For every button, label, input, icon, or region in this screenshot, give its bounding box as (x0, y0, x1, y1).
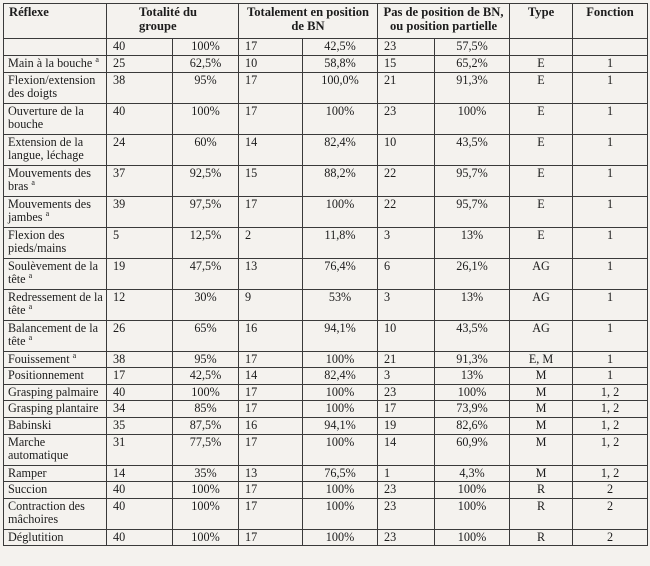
row-label (4, 196, 107, 227)
row-label-text: Soulèvement de la tête (8, 258, 99, 287)
cell-group-count: 40 (107, 384, 173, 401)
cell-type: E (510, 134, 573, 165)
cell-group-percent: 77,5% (173, 434, 239, 465)
totals-type (510, 39, 573, 56)
cell-fonction: 1, 2 (573, 384, 648, 401)
table-row (4, 320, 648, 351)
cell-group-count: 38 (107, 72, 173, 103)
cell-bn-count: 17 (239, 384, 303, 401)
cell-bn-percent: 100% (303, 529, 378, 546)
cell-non-bn-count: 6 (378, 258, 435, 289)
cell-bn-count: 17 (239, 103, 303, 134)
cell-non-bn-percent: 13% (435, 368, 510, 385)
cell-non-bn-percent: 43,5% (435, 320, 510, 351)
cell-type: E (510, 227, 573, 258)
row-label (4, 258, 107, 289)
cell-non-bn-percent: 100% (435, 529, 510, 546)
cell-fonction: 1 (573, 196, 648, 227)
cell-group-count: 31 (107, 434, 173, 465)
cell-bn-percent: 100,0% (303, 72, 378, 103)
cell-non-bn-count: 23 (378, 103, 435, 134)
row-label (4, 320, 107, 351)
row-label-text: Marche automatique (8, 434, 69, 463)
cell-type: M (510, 368, 573, 385)
table-row (4, 351, 648, 368)
cell-non-bn-count: 23 (378, 384, 435, 401)
cell-non-bn-count: 3 (378, 227, 435, 258)
row-label (4, 72, 107, 103)
table-row (4, 196, 648, 227)
row-label (4, 384, 107, 401)
cell-non-bn-percent: 65,2% (435, 56, 510, 73)
cell-bn-percent: 76,4% (303, 258, 378, 289)
row-label (4, 134, 107, 165)
row-label (4, 56, 107, 73)
row-label-text: Main à la bouche (8, 56, 93, 70)
row-label-text: Grasping plantaire (8, 401, 99, 416)
cell-non-bn-count: 10 (378, 134, 435, 165)
cell-bn-count: 17 (239, 482, 303, 499)
cell-fonction: 1 (573, 289, 648, 320)
cell-non-bn-count: 23 (378, 498, 435, 529)
cell-fonction: 2 (573, 529, 648, 546)
cell-group-count: 34 (107, 401, 173, 418)
cell-bn-percent: 11,8% (303, 227, 378, 258)
cell-non-bn-percent: 95,7% (435, 165, 510, 196)
cell-type: E (510, 56, 573, 73)
footnote-mark: a (95, 55, 99, 64)
cell-bn-percent: 100% (303, 196, 378, 227)
cell-bn-percent: 82,4% (303, 134, 378, 165)
cell-fonction: 1 (573, 320, 648, 351)
cell-group-count: 37 (107, 165, 173, 196)
row-label (4, 165, 107, 196)
row-label-text: Mouvements des bras (8, 165, 91, 194)
cell-group-percent: 87,5% (173, 417, 239, 434)
cell-group-percent: 100% (173, 498, 239, 529)
cell-group-count: 26 (107, 320, 173, 351)
row-label (4, 289, 107, 320)
cell-type: R (510, 498, 573, 529)
cell-group-count: 40 (107, 482, 173, 499)
cell-type: M (510, 384, 573, 401)
header-reflexe: Réflexe (4, 4, 107, 39)
row-label-text: Succion (8, 482, 48, 497)
row-label (4, 529, 107, 546)
footnote-mark: a (28, 302, 33, 312)
cell-type: E (510, 196, 573, 227)
cell-bn-count: 10 (239, 56, 303, 73)
cell-fonction: 1 (573, 258, 648, 289)
totals-label (4, 39, 107, 56)
row-label (4, 482, 107, 499)
row-label-text: Redressement de la tête (8, 289, 103, 318)
table-row (4, 529, 648, 546)
cell-non-bn-count: 19 (378, 417, 435, 434)
cell-fonction: 1 (573, 72, 648, 103)
cell-non-bn-percent: 91,3% (435, 351, 510, 368)
cell-group-percent: 100% (173, 529, 239, 546)
cell-group-percent: 60% (173, 134, 239, 165)
cell-bn-percent: 94,1% (303, 417, 378, 434)
cell-non-bn-percent: 60,9% (435, 434, 510, 465)
cell-group-count: 14 (107, 465, 173, 482)
cell-non-bn-count: 22 (378, 165, 435, 196)
cell-group-count: 40 (107, 103, 173, 134)
cell-non-bn-percent: 13% (435, 289, 510, 320)
cell-bn-percent: 76,5% (303, 465, 378, 482)
cell-group-count: 25 (107, 56, 173, 73)
header-groupe: Totalité du groupe (107, 4, 239, 39)
row-label-text: Babinski (8, 417, 52, 432)
row-label-text: Extension de la langue, léchage (8, 134, 84, 163)
cell-group-percent: 100% (173, 103, 239, 134)
cell-group-percent: 47,5% (173, 258, 239, 289)
row-label-text: Grasping palmaire (8, 384, 99, 399)
cell-bn-percent: 100% (303, 482, 378, 499)
totals-row (4, 39, 648, 56)
cell-fonction: 1 (573, 134, 648, 165)
cell-fonction: 1 (573, 227, 648, 258)
cell-non-bn-percent: 100% (435, 384, 510, 401)
header-type: Type (510, 4, 573, 39)
header-fonction: Fonction (573, 4, 648, 39)
row-label-text: Fouissement (8, 351, 70, 366)
cell-bn-percent: 100% (303, 384, 378, 401)
cell-non-bn-count: 3 (378, 289, 435, 320)
cell-non-bn-percent: 82,6% (435, 417, 510, 434)
cell-fonction: 1 (573, 103, 648, 134)
cell-group-percent: 12,5% (173, 227, 239, 258)
header-bn: Totalement en position de BN (239, 4, 378, 39)
table-row (4, 258, 648, 289)
cell-type: M (510, 417, 573, 434)
cell-group-percent: 35% (173, 465, 239, 482)
row-label (4, 465, 107, 482)
cell-bn-count: 9 (239, 289, 303, 320)
cell-bn-count: 2 (239, 227, 303, 258)
row-label (4, 227, 107, 258)
table-row (4, 384, 648, 401)
table-row (4, 227, 648, 258)
footnote-mark: a (72, 351, 77, 360)
cell-bn-count: 15 (239, 165, 303, 196)
cell-bn-count: 17 (239, 529, 303, 546)
cell-non-bn-count: 21 (378, 351, 435, 368)
table-row (4, 482, 648, 499)
table-row (4, 401, 648, 418)
cell-bn-count: 14 (239, 134, 303, 165)
cell-group-percent: 95% (173, 72, 239, 103)
cell-group-count: 38 (107, 351, 173, 368)
cell-non-bn-count: 23 (378, 529, 435, 546)
cell-non-bn-percent: 95,7% (435, 196, 510, 227)
row-label (4, 417, 107, 434)
cell-non-bn-percent: 13% (435, 227, 510, 258)
cell-group-percent: 97,5% (173, 196, 239, 227)
totals-group-percent: 100% (173, 39, 239, 56)
cell-non-bn-percent: 91,3% (435, 72, 510, 103)
cell-type: M (510, 401, 573, 418)
cell-bn-percent: 82,4% (303, 368, 378, 385)
cell-group-count: 19 (107, 258, 173, 289)
cell-non-bn-percent: 100% (435, 103, 510, 134)
cell-bn-count: 17 (239, 72, 303, 103)
cell-type: R (510, 482, 573, 499)
cell-non-bn-count: 14 (378, 434, 435, 465)
cell-group-count: 40 (107, 498, 173, 529)
cell-type: AG (510, 258, 573, 289)
cell-type: R (510, 529, 573, 546)
row-label-text: Ramper (8, 465, 47, 480)
row-label (4, 103, 107, 134)
cell-fonction: 1, 2 (573, 465, 648, 482)
cell-bn-percent: 100% (303, 351, 378, 368)
cell-non-bn-count: 15 (378, 56, 435, 73)
cell-bn-count: 16 (239, 417, 303, 434)
cell-non-bn-percent: 100% (435, 482, 510, 499)
totals-non-bn-count: 23 (378, 39, 435, 56)
table-row (4, 165, 648, 196)
cell-bn-percent: 100% (303, 434, 378, 465)
table-row (4, 498, 648, 529)
footnote-mark: a (28, 271, 33, 281)
cell-group-percent: 30% (173, 289, 239, 320)
cell-type: E (510, 165, 573, 196)
cell-bn-percent: 100% (303, 498, 378, 529)
footnote-mark: a (31, 178, 35, 188)
cell-type: E (510, 103, 573, 134)
row-label-text: Balancement de la tête (8, 320, 99, 349)
cell-bn-count: 17 (239, 401, 303, 418)
row-label-text: Flexion des pieds/mains (8, 227, 67, 256)
cell-bn-count: 13 (239, 465, 303, 482)
cell-non-bn-percent: 43,5% (435, 134, 510, 165)
totals-non-bn-percent: 57,5% (435, 39, 510, 56)
table-row (4, 465, 648, 482)
cell-non-bn-count: 1 (378, 465, 435, 482)
cell-group-count: 24 (107, 134, 173, 165)
cell-group-count: 17 (107, 368, 173, 385)
table-row (4, 134, 648, 165)
row-label (4, 401, 107, 418)
cell-non-bn-count: 17 (378, 401, 435, 418)
cell-group-percent: 85% (173, 401, 239, 418)
cell-fonction: 1 (573, 56, 648, 73)
cell-fonction: 1 (573, 368, 648, 385)
cell-non-bn-percent: 73,9% (435, 401, 510, 418)
table-row (4, 417, 648, 434)
cell-fonction: 2 (573, 498, 648, 529)
cell-fonction: 1, 2 (573, 401, 648, 418)
header-row (4, 4, 648, 39)
cell-group-percent: 95% (173, 351, 239, 368)
cell-bn-percent: 53% (303, 289, 378, 320)
cell-bn-count: 13 (239, 258, 303, 289)
row-label (4, 351, 107, 368)
cell-non-bn-percent: 100% (435, 498, 510, 529)
totals-group-count: 40 (107, 39, 173, 56)
table-row (4, 103, 648, 134)
cell-type: E (510, 72, 573, 103)
cell-type: E, M (510, 351, 573, 368)
row-label-text: Déglutition (8, 529, 64, 544)
cell-bn-count: 16 (239, 320, 303, 351)
cell-bn-percent: 88,2% (303, 165, 378, 196)
row-label-text: Mouvements des jambes (8, 196, 91, 225)
cell-group-count: 40 (107, 529, 173, 546)
cell-bn-count: 17 (239, 351, 303, 368)
cell-non-bn-count: 10 (378, 320, 435, 351)
cell-bn-percent: 100% (303, 103, 378, 134)
cell-fonction: 1 (573, 351, 648, 368)
cell-non-bn-count: 21 (378, 72, 435, 103)
cell-group-count: 35 (107, 417, 173, 434)
cell-group-count: 12 (107, 289, 173, 320)
cell-group-percent: 100% (173, 482, 239, 499)
reflex-table (3, 3, 648, 546)
cell-group-percent: 62,5% (173, 56, 239, 73)
footnote-mark: a (45, 209, 50, 219)
row-label (4, 434, 107, 465)
cell-fonction: 1 (573, 165, 648, 196)
cell-non-bn-percent: 26,1% (435, 258, 510, 289)
row-label-text: Ouverture de la bouche (8, 103, 84, 132)
cell-bn-percent: 94,1% (303, 320, 378, 351)
cell-type: M (510, 434, 573, 465)
table-row (4, 72, 648, 103)
cell-group-percent: 65% (173, 320, 239, 351)
cell-bn-count: 14 (239, 368, 303, 385)
table-row (4, 434, 648, 465)
cell-bn-percent: 58,8% (303, 56, 378, 73)
row-label-text: Positionnement (8, 368, 84, 383)
cell-bn-count: 17 (239, 196, 303, 227)
cell-fonction: 1, 2 (573, 417, 648, 434)
cell-group-count: 5 (107, 227, 173, 258)
table-row (4, 289, 648, 320)
header-non-bn: Pas de position de BN, ou position partielle (378, 4, 510, 39)
cell-bn-count: 17 (239, 434, 303, 465)
cell-bn-percent: 100% (303, 401, 378, 418)
totals-bn-percent: 42,5% (303, 39, 378, 56)
cell-group-percent: 100% (173, 384, 239, 401)
cell-non-bn-percent: 4,3% (435, 465, 510, 482)
cell-fonction: 2 (573, 482, 648, 499)
table-row (4, 368, 648, 385)
row-label (4, 498, 107, 529)
row-label (4, 368, 107, 385)
cell-non-bn-count: 3 (378, 368, 435, 385)
cell-fonction: 1, 2 (573, 434, 648, 465)
totals-bn-count: 17 (239, 39, 303, 56)
cell-type: AG (510, 289, 573, 320)
totals-fonction (573, 39, 648, 56)
cell-type: M (510, 465, 573, 482)
footnote-mark: a (28, 333, 33, 343)
row-label-text: Contraction des mâchoires (8, 498, 85, 527)
cell-non-bn-count: 23 (378, 482, 435, 499)
cell-non-bn-count: 22 (378, 196, 435, 227)
cell-group-percent: 42,5% (173, 368, 239, 385)
table-row (4, 56, 648, 73)
cell-group-count: 39 (107, 196, 173, 227)
cell-bn-count: 17 (239, 498, 303, 529)
cell-group-percent: 92,5% (173, 165, 239, 196)
row-label-text: Flexion/extension des doigts (8, 72, 96, 101)
cell-type: AG (510, 320, 573, 351)
